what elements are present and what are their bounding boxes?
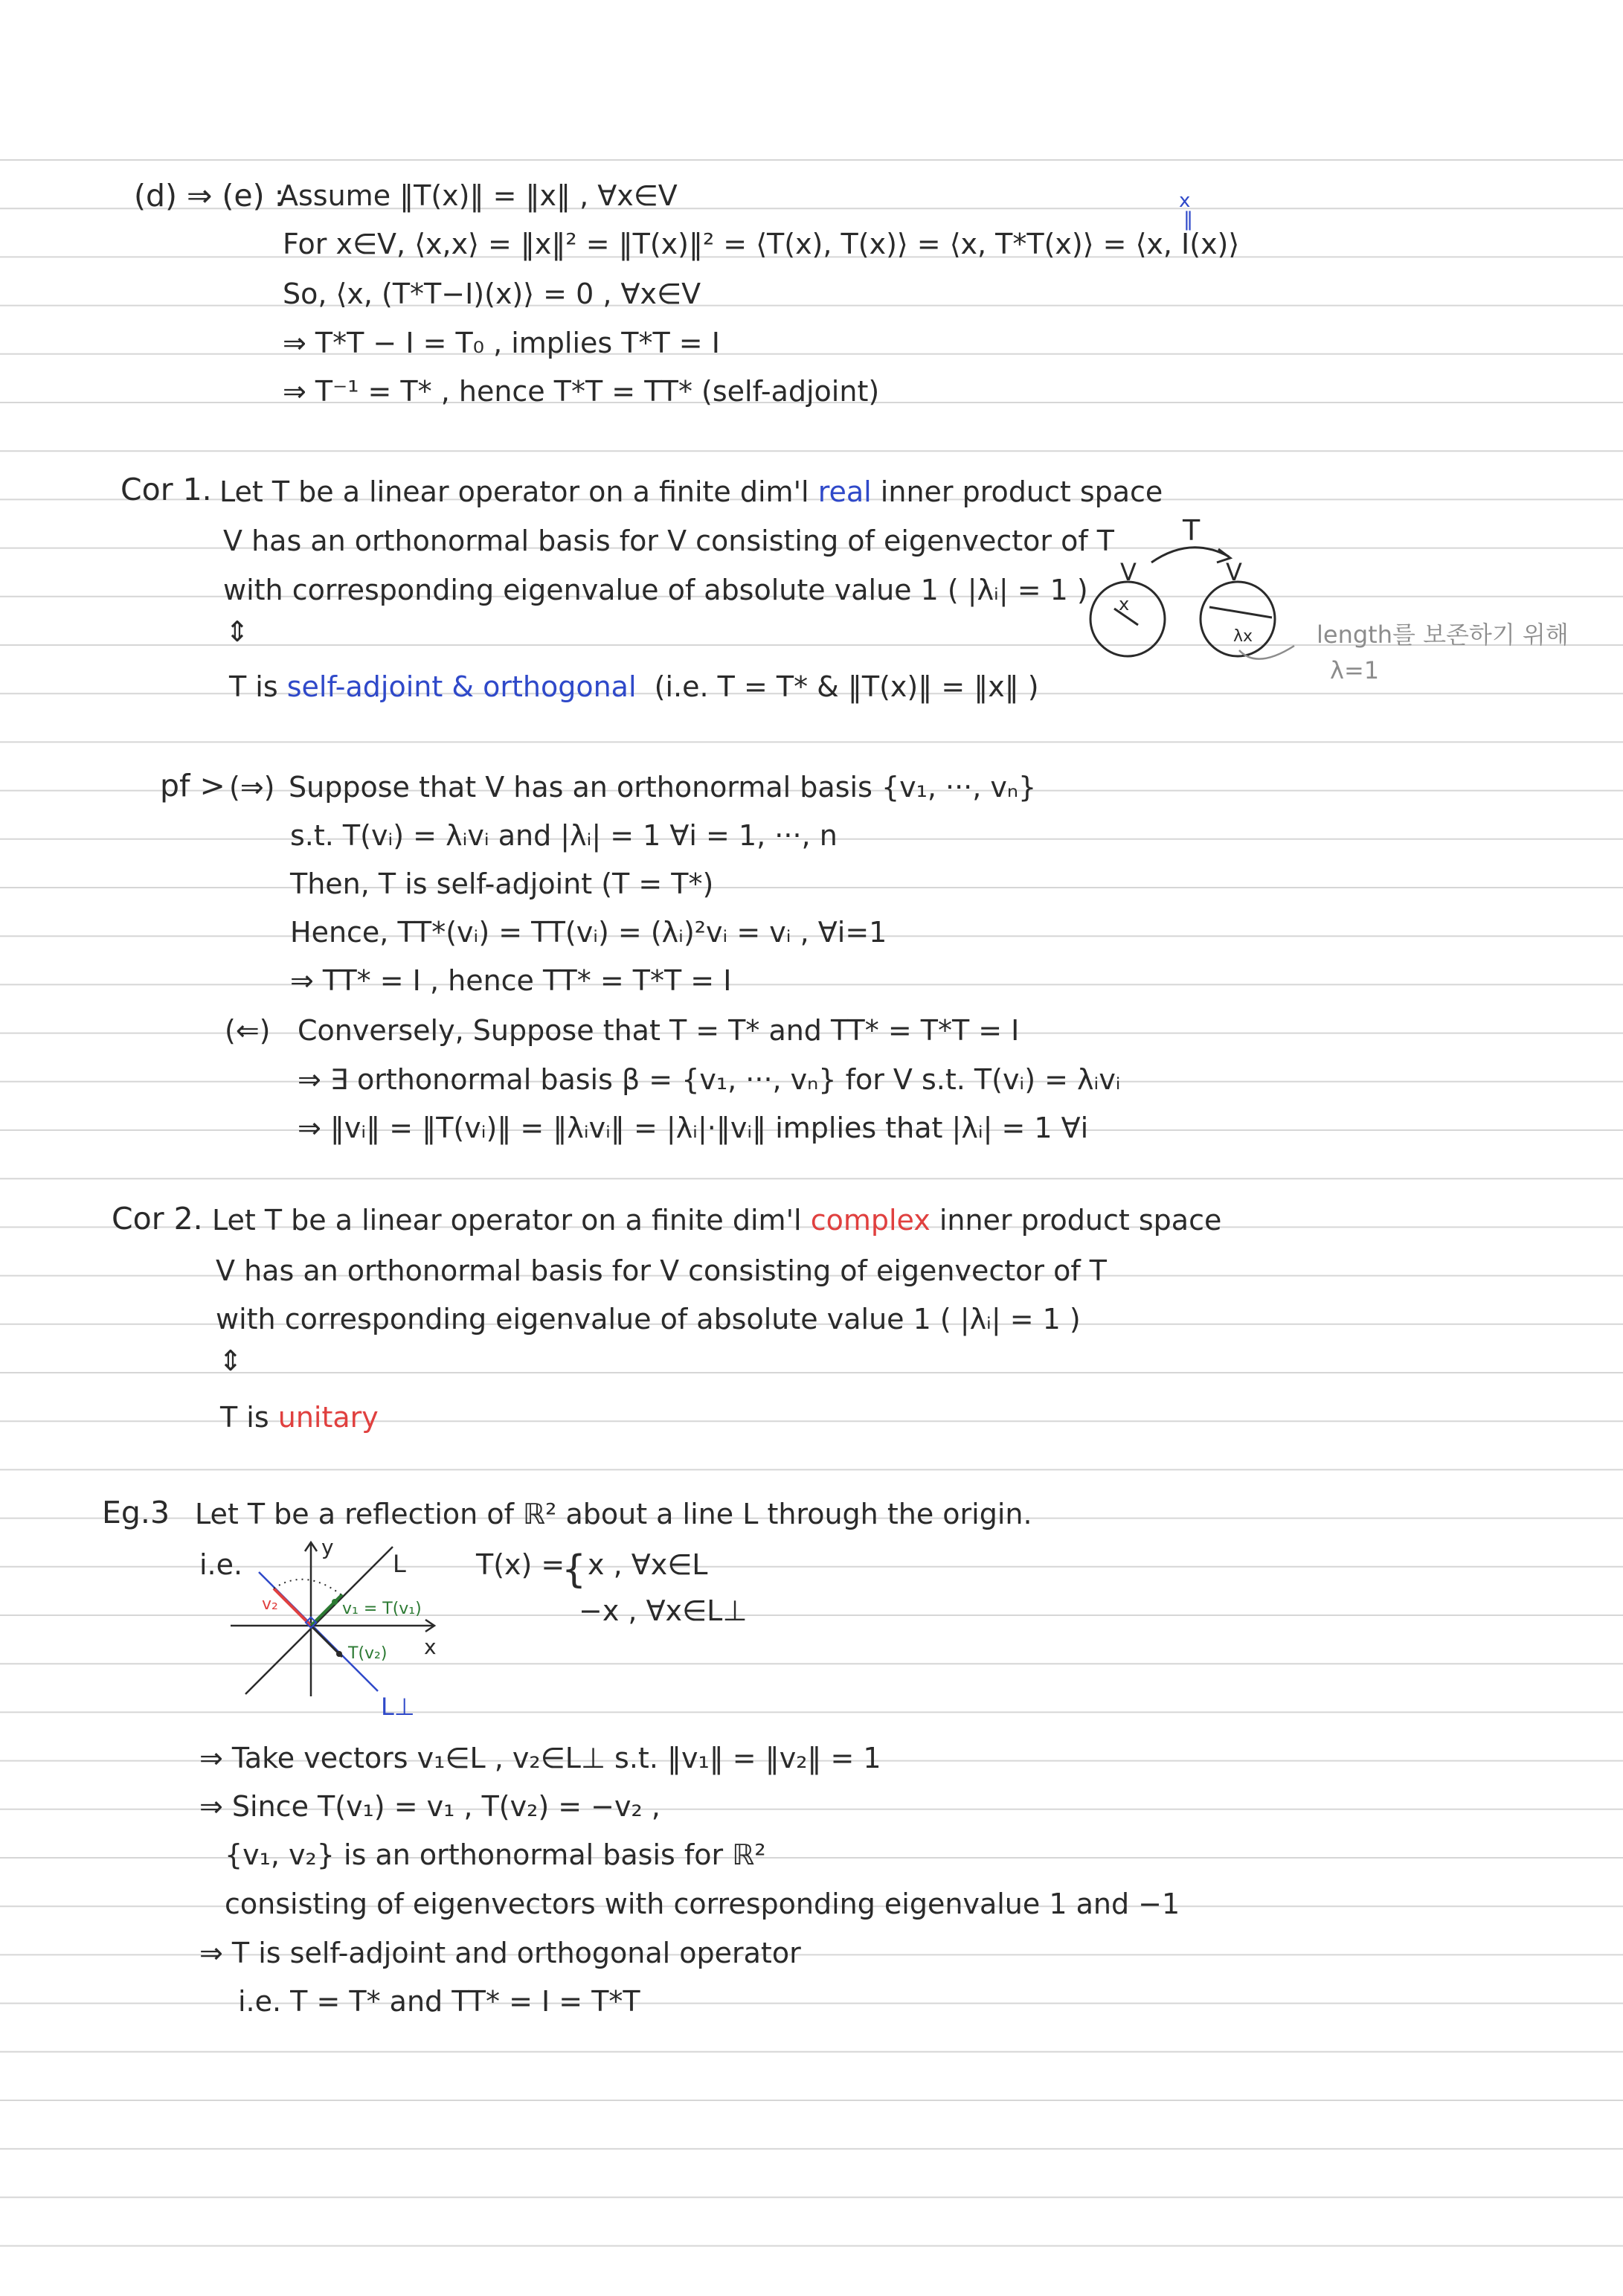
- length-note: length를 보존하기 위해: [1317, 621, 1569, 649]
- cor2-keyword-unitary: unitary: [277, 1401, 379, 1434]
- v1-label: v₁ = T(v₁): [342, 1600, 422, 1618]
- pf-line-3: Then, T is self-adjoint (T = T*): [290, 868, 714, 900]
- reflection-case-1: x , ∀x∈L: [588, 1548, 708, 1581]
- x-label: x: [1119, 594, 1130, 615]
- pf-line-5: ⇒ TT* = I , hence TT* = T*T = I: [290, 964, 732, 997]
- cor2-keyword-complex: complex: [810, 1204, 931, 1237]
- map-arrow: [1151, 548, 1229, 562]
- cor2-line-1: [212, 1203, 1221, 1237]
- reflection-case-2: −x , ∀x∈L⊥: [579, 1594, 748, 1627]
- cor1-line-2: V has an orthonormal basis for V consisting of eigenvector of T: [223, 525, 1115, 557]
- cor2-iff: ⇕: [219, 1344, 242, 1377]
- cor1-line-1-start: Let T be a linear operator on a finite dim'l: [219, 475, 809, 508]
- x-axis-label: x: [424, 1635, 437, 1659]
- eg3-line-7: i.e. T = T* and TT* = I = T*T: [238, 1985, 640, 2018]
- line-L: [245, 1547, 393, 1694]
- cor2-line-1-start: Let T be a linear operator on a finite dim'l: [212, 1204, 802, 1237]
- cor2-line-2: V has an orthonormal basis for V consisting of eigenvector of T: [216, 1254, 1108, 1287]
- pf-forward-marker: (⇒): [229, 771, 275, 804]
- L-perp-label: L⊥: [381, 1693, 415, 1715]
- cor1-ie: (i.e. T = T* & ‖T(x)‖ = ‖x‖ ): [654, 670, 1039, 703]
- cor1-line-4: [229, 670, 1039, 704]
- eg3-line-1: Let T be a reflection of ℝ² about a line L through the origin.: [195, 1498, 1032, 1530]
- y-axis-label: y: [321, 1535, 334, 1559]
- cor1-keyword-orthogonal: orthogonal: [483, 670, 637, 703]
- pf-line-7: ⇒ ∃ orthonormal basis β = {v₁, ···, vₙ} for V s.t. T(vᵢ) = λᵢvᵢ: [298, 1063, 1121, 1096]
- eg3-line-3: ⇒ Since T(v₁) = v₁ , T(v₂) = −v₂ ,: [199, 1790, 661, 1823]
- cor2-line-4: [220, 1400, 379, 1434]
- eg3-ie: i.e.: [199, 1548, 243, 1581]
- reflection-definition-brace: {: [562, 1548, 587, 1592]
- reflection-definition-lhs: T(x) =: [476, 1548, 565, 1581]
- length-preserving-diagram: [1071, 513, 1607, 707]
- pf-line-4: Hence, TT*(vᵢ) = TT(vᵢ) = (λᵢ)²vᵢ = vᵢ , ∀i=1: [290, 916, 887, 949]
- point-v1: [332, 1599, 338, 1605]
- cor2-line-1-end: inner product space: [939, 1204, 1222, 1237]
- pf-line-2: s.t. T(vᵢ) = λᵢvᵢ and |λᵢ| = 1 ∀i = 1, ···, n: [290, 819, 838, 852]
- cor1-line-1: [219, 475, 1163, 509]
- cor2-t-is: T is: [220, 1401, 269, 1434]
- eg3-line-6: ⇒ T is self-adjoint and orthogonal operator: [199, 1937, 801, 1969]
- section-d-e-line-1: Assume ‖T(x)‖ = ‖x‖ , ∀x∈V: [279, 179, 678, 212]
- pf-label: pf >: [160, 768, 225, 804]
- pf-line-8: ⇒ ‖vᵢ‖ = ‖T(vᵢ)‖ = ‖λᵢvᵢ‖ = |λᵢ|·‖vᵢ‖ implies that |λᵢ| = 1 ∀i: [298, 1112, 1089, 1144]
- section-d-e-line-5: ⇒ T⁻¹ = T* , hence T*T = TT* (self-adjoint): [283, 375, 880, 408]
- eg3-line-2: ⇒ Take vectors v₁∈L , v₂∈L⊥ s.t. ‖v₁‖ = ‖v₂‖ = 1: [199, 1742, 881, 1774]
- pf-line-6: Conversely, Suppose that T = T* and TT* = T*T = I: [298, 1014, 1020, 1047]
- annotation-equals: ‖: [1183, 208, 1193, 231]
- domain-label: V: [1120, 558, 1137, 586]
- point-tv2: [336, 1651, 342, 1657]
- vector-v2: [274, 1588, 311, 1626]
- eg3-label: Eg.3: [102, 1495, 170, 1530]
- cor1-line-3: with corresponding eigenvalue of absolute value 1 ( |λᵢ| = 1 ): [223, 574, 1088, 606]
- cor1-t-is: T is: [229, 670, 278, 703]
- eg3-line-4: {v₁, v₂} is an orthonormal basis for ℝ²: [225, 1838, 766, 1871]
- cor1-line-1-end: inner product space: [880, 475, 1163, 508]
- v2-label: v₂: [262, 1595, 278, 1614]
- section-d-e-label: (d) ⇒ (e) :: [134, 178, 285, 214]
- cor2-label: Cor 2.: [112, 1201, 203, 1237]
- cor1-keyword-and: &: [451, 670, 474, 703]
- section-d-e-line-2: For x∈V, ⟨x,x⟩ = ‖x‖² = ‖T(x)‖² = ⟨T(x), T(x)⟩ = ⟨x, T*T(x)⟩ = ⟨x, I(x)⟩: [283, 228, 1240, 260]
- tv2-label: T(v₂): [348, 1644, 388, 1663]
- L-label: L: [393, 1550, 406, 1578]
- annotation-x: x: [1179, 190, 1191, 212]
- cor1-iff: ⇕: [225, 615, 249, 648]
- cor1-keyword-self-adjoint: self-adjoint: [286, 670, 443, 703]
- cor1-keyword-real: real: [817, 475, 872, 508]
- section-d-e-line-3: So, ⟨x, (T*T−I)(x)⟩ = 0 , ∀x∈V: [283, 278, 701, 310]
- cor2-line-3: with corresponding eigenvalue of absolute value 1 ( |λᵢ| = 1 ): [216, 1303, 1081, 1335]
- section-d-e-line-4: ⇒ T*T − I = T₀ , implies T*T = I: [283, 327, 720, 359]
- pf-backward-marker: (⇐): [225, 1014, 271, 1047]
- pf-line-1: Suppose that V has an orthonormal basis {v₁, ···, vₙ}: [289, 771, 1037, 804]
- reflection-figure: [223, 1529, 476, 1715]
- lambda-note: λ=1: [1330, 656, 1380, 684]
- cor1-label: Cor 1.: [120, 472, 212, 507]
- note-arrow: [1239, 646, 1294, 659]
- map-label: T: [1183, 514, 1201, 547]
- projection-dots: [274, 1580, 341, 1594]
- lambda-x-vector: [1209, 607, 1272, 618]
- codomain-label: V: [1226, 558, 1242, 586]
- eg3-line-5: consisting of eigenvectors with corresponding eigenvalue 1 and −1: [225, 1888, 1180, 1920]
- lambda-x-label: λx: [1233, 627, 1253, 646]
